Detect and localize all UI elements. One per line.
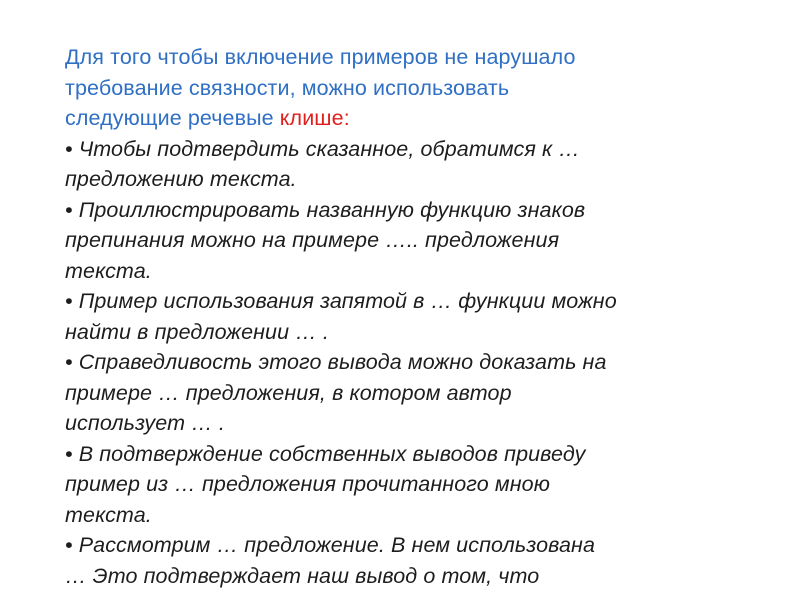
bullet-line: • Проиллюстрировать названную функцию знаков <box>65 197 586 222</box>
bullet-line: … Это подтверждает наш вывод о том, что <box>65 563 540 588</box>
bullet-line: • В подтверждение собственных выводов приведу <box>65 441 586 466</box>
intro-line-3-text: следующие речевые <box>65 106 280 130</box>
bullet-item <box>65 530 765 591</box>
bullet-line: предложению текста. <box>65 167 297 191</box>
bullet-line: текста. <box>65 502 152 527</box>
bullet-item <box>65 286 765 347</box>
bullet-line: пример из … предложения прочитанного мною <box>65 472 550 496</box>
bullet-line: примере … предложения, в котором автор <box>65 380 512 405</box>
bullet-line: • Пример использования запятой в … функции можно <box>65 289 617 313</box>
bullet-item <box>65 347 765 439</box>
bullet-line: • Справедливость этого вывода можно доказать на <box>65 350 607 374</box>
cliche-highlight: клише: <box>279 106 350 130</box>
intro-line-1: Для того чтобы включение примеров не нарушало <box>65 45 576 69</box>
bullet-line: препинания можно на примере ….. предложения <box>65 228 560 252</box>
bullet-item <box>65 195 765 287</box>
bullet-line: использует … . <box>65 411 225 435</box>
bullet-item <box>65 134 765 195</box>
bullet-line: текста. <box>65 258 152 283</box>
bullet-line: найти в предложении … . <box>65 319 329 344</box>
bullet-line: • Рассмотрим … предложение. В нем использована <box>65 533 596 557</box>
intro-line-3 <box>65 103 765 134</box>
slide-text <box>65 42 765 591</box>
bullet-line: • Чтобы подтвердить сказанное, обратимся к … <box>65 136 580 161</box>
intro-line-2: требование связности, можно использовать <box>65 75 510 100</box>
bullet-item <box>65 439 765 531</box>
